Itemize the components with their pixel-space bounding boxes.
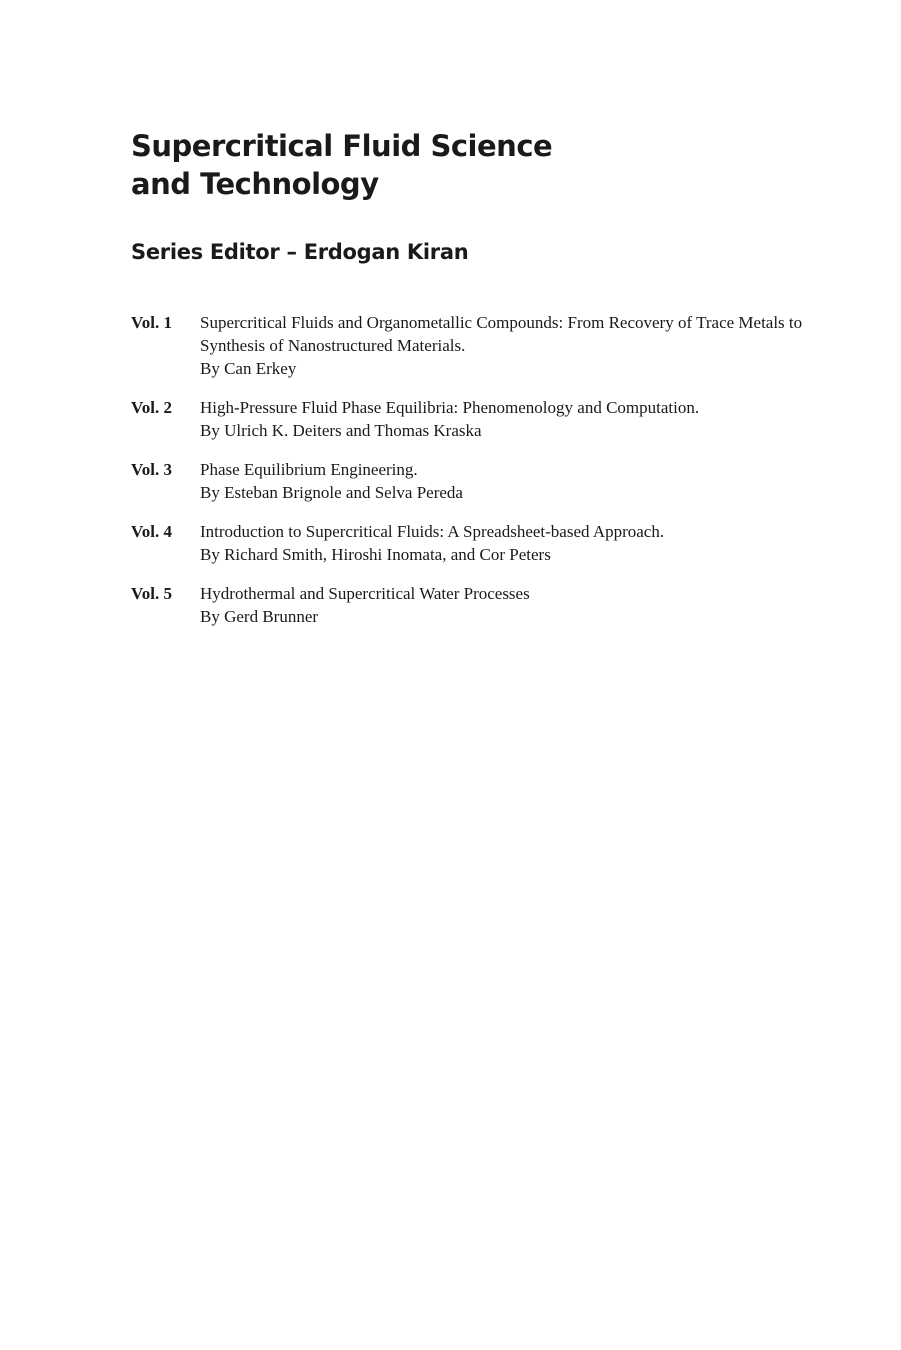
volume-list — [131, 311, 811, 644]
volume-number: Vol. 2 — [131, 398, 172, 417]
series-title — [131, 127, 552, 203]
volume-title: Supercritical Fluids and Organometallic Compounds: From Recovery of Trace Metals to Synthesis of Nanostructured Materials. — [200, 313, 803, 355]
volume-authors: By Ulrich K. Deiters and Thomas Kraska — [200, 421, 482, 440]
volume-title: Introduction to Supercritical Fluids: A Spreadsheet-based Approach. — [200, 522, 665, 541]
volume-entry-3 — [131, 458, 811, 504]
series-title-line-1: Supercritical Fluid Science — [131, 129, 553, 163]
volume-authors: By Gerd Brunner — [200, 607, 319, 626]
series-title-line-2: and Technology — [131, 167, 379, 201]
volume-title: Phase Equilibrium Engineering. — [200, 460, 418, 479]
series-editor: Series Editor – Erdogan Kiran — [131, 240, 469, 264]
volume-number: Vol. 3 — [131, 460, 172, 479]
volume-details — [200, 311, 811, 380]
volume-number: Vol. 5 — [131, 584, 172, 603]
volume-title: Hydrothermal and Supercritical Water Processes — [200, 584, 530, 603]
volume-entry-2 — [131, 396, 811, 442]
volume-authors: By Can Erkey — [200, 359, 297, 378]
volume-details — [200, 396, 811, 442]
volume-details — [200, 520, 811, 566]
volume-entry-5 — [131, 582, 811, 628]
volume-number: Vol. 1 — [131, 313, 172, 332]
volume-entry-1 — [131, 311, 811, 380]
volume-title: High-Pressure Fluid Phase Equilibria: Phenomenology and Computation. — [200, 398, 700, 417]
volume-details — [200, 582, 811, 628]
volume-details — [200, 458, 811, 504]
volume-authors: By Richard Smith, Hiroshi Inomata, and Cor Peters — [200, 545, 551, 564]
volume-authors: By Esteban Brignole and Selva Pereda — [200, 483, 463, 502]
volume-number: Vol. 4 — [131, 522, 172, 541]
volume-entry-4 — [131, 520, 811, 566]
